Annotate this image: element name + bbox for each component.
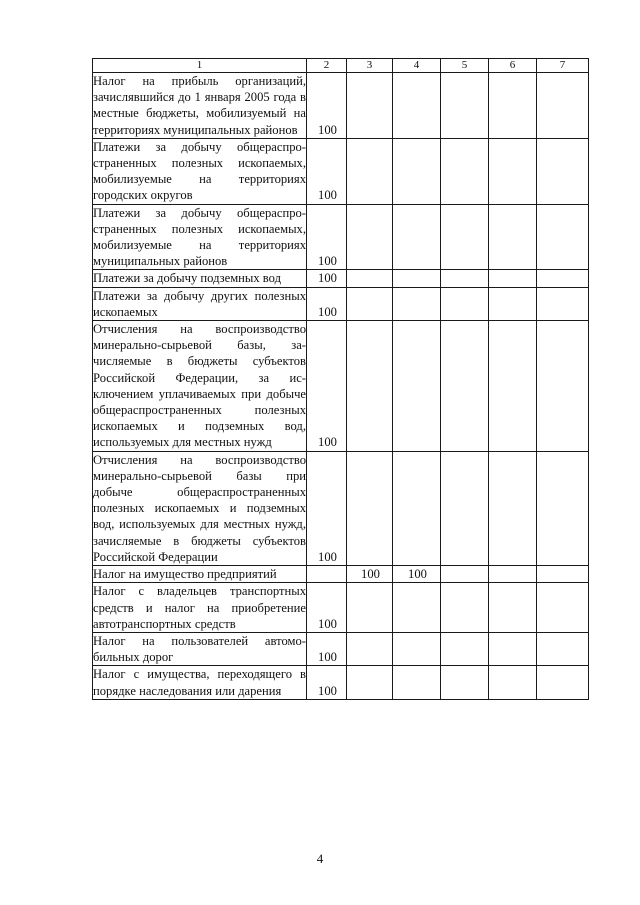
table-row xyxy=(93,204,589,270)
value-cell xyxy=(489,73,537,139)
table-body xyxy=(93,73,589,700)
value-cell xyxy=(489,566,537,583)
value-cell xyxy=(489,270,537,287)
value-cell: 100 xyxy=(307,204,347,270)
revenue-name-cell: Отчисления на воспроизводство минерально-сырьевой базы при добыче общераспространенных полезных ископаемых и подземных вод, используемых для местных нужд, зачисляемые в бюджеты субъектов Российской Федерации xyxy=(93,452,306,564)
value-cell xyxy=(537,270,589,287)
value-cell xyxy=(489,632,537,665)
value-cell: 100 xyxy=(307,73,347,139)
table-row xyxy=(93,287,589,320)
value-cell xyxy=(347,138,393,204)
value-cell xyxy=(393,321,441,452)
value-cell xyxy=(489,321,537,452)
value-cell xyxy=(441,287,489,320)
value-cell xyxy=(347,321,393,452)
revenue-name-cell: Налог с владельцев транспортных средств и налог на приобретение автотранспортных средств xyxy=(93,584,306,631)
value-cell xyxy=(441,73,489,139)
revenue-name-cell: Налог на прибыль организаций, зачислявшийся до 1 января 2005 года в местные бюджеты, мобилизуемый на территориях муниципальных районов xyxy=(93,74,306,137)
revenue-name-cell: Налог на пользователей автомобильных дорог xyxy=(93,633,306,665)
value-cell xyxy=(393,73,441,139)
value-cell xyxy=(537,583,589,633)
table-row xyxy=(93,321,589,452)
revenue-name-cell: Налог на имущество предприятий xyxy=(93,566,307,583)
value-cell: 100 xyxy=(307,583,347,633)
column-header: 5 xyxy=(441,59,489,73)
value-cell xyxy=(537,451,589,565)
value-cell xyxy=(347,451,393,565)
value-cell: 100 xyxy=(307,270,347,287)
value-cell: 100 xyxy=(307,451,347,565)
value-cell xyxy=(537,632,589,665)
value-cell xyxy=(393,270,441,287)
value-cell: 100 xyxy=(393,566,441,583)
value-cell xyxy=(393,138,441,204)
value-cell: 100 xyxy=(307,321,347,452)
value-cell xyxy=(537,287,589,320)
value-cell xyxy=(441,451,489,565)
column-header: 4 xyxy=(393,59,441,73)
table-row xyxy=(93,566,589,583)
value-cell xyxy=(347,583,393,633)
header-row xyxy=(93,59,589,73)
value-cell: 100 xyxy=(347,566,393,583)
column-header: 3 xyxy=(347,59,393,73)
value-cell xyxy=(441,583,489,633)
revenue-name-cell: Платежи за добычу общераспространенных полезных ископаемых, мобилизуемые на территориях муниципальных районов xyxy=(93,205,306,269)
value-cell xyxy=(347,287,393,320)
revenue-distribution-table xyxy=(92,58,589,700)
value-cell xyxy=(537,566,589,583)
value-cell xyxy=(537,321,589,452)
value-cell xyxy=(489,583,537,633)
table-row xyxy=(93,583,589,633)
value-cell xyxy=(441,666,489,699)
value-cell xyxy=(489,138,537,204)
value-cell xyxy=(393,287,441,320)
revenue-name-cell: Платежи за добычу других полезных ископаемых xyxy=(93,288,306,319)
value-cell xyxy=(393,451,441,565)
value-cell xyxy=(489,204,537,270)
page-number: 4 xyxy=(316,851,324,866)
column-header: 1 xyxy=(93,59,307,73)
value-cell xyxy=(393,583,441,633)
value-cell xyxy=(441,632,489,665)
table-row xyxy=(93,73,589,139)
value-cell xyxy=(489,451,537,565)
column-header: 6 xyxy=(489,59,537,73)
value-cell xyxy=(393,204,441,270)
value-cell xyxy=(537,666,589,699)
value-cell xyxy=(441,566,489,583)
table-row xyxy=(93,270,589,287)
revenue-name-cell: Отчисления на воспроизводство минерально-сырьевой базы, зачисляемые в бюджеты субъектов Российской Федерации, за исключением уплачиваемых при добыче общераспространенных полезных ископаемых и подземных вод, используемых для местных нужд xyxy=(93,322,306,450)
value-cell xyxy=(489,287,537,320)
column-header: 7 xyxy=(537,59,589,73)
value-cell xyxy=(537,73,589,139)
value-cell xyxy=(307,566,347,583)
value-cell: 100 xyxy=(307,666,347,699)
value-cell xyxy=(489,666,537,699)
column-header: 2 xyxy=(307,59,347,73)
value-cell xyxy=(347,270,393,287)
value-cell: 100 xyxy=(307,138,347,204)
value-cell xyxy=(537,204,589,270)
value-cell xyxy=(347,204,393,270)
value-cell xyxy=(441,204,489,270)
value-cell xyxy=(441,138,489,204)
value-cell: 100 xyxy=(307,632,347,665)
value-cell xyxy=(393,666,441,699)
table-row xyxy=(93,138,589,204)
revenue-name-cell: Платежи за добычу подземных вод xyxy=(93,270,307,287)
value-cell xyxy=(537,138,589,204)
revenue-name-cell: Платежи за добычу общераспространенных полезных ископаемых, мобилизуемые на территориях городских округов xyxy=(93,139,306,203)
value-cell xyxy=(441,321,489,452)
value-cell xyxy=(393,632,441,665)
value-cell xyxy=(347,666,393,699)
value-cell xyxy=(347,73,393,139)
value-cell xyxy=(347,632,393,665)
table-row xyxy=(93,632,589,665)
table-row xyxy=(93,451,589,565)
table-row xyxy=(93,666,589,699)
revenue-name-cell: Налог с имущества, переходящего в порядке наследования или дарения xyxy=(93,667,306,698)
value-cell: 100 xyxy=(307,287,347,320)
value-cell xyxy=(441,270,489,287)
